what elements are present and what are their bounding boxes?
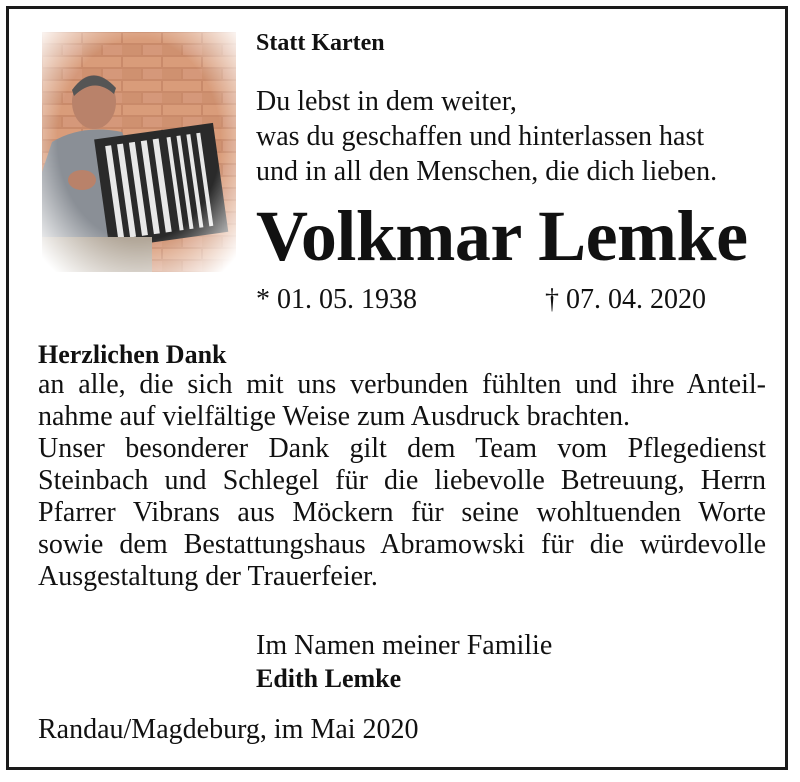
poem	[256, 84, 717, 189]
thanks-line: Pfarrer Vibrans aus Möckern für seine wohltuenden Worte	[38, 497, 766, 528]
thanks-line: an alle, die sich mit uns verbunden fühlten und ihre Anteil-	[38, 369, 766, 400]
poem-line: was du geschaffen und hinterlassen hast	[256, 121, 705, 152]
death-date: † 07. 04. 2020	[545, 284, 706, 315]
place-date: Randau/Magdeburg, im Mai 2020	[38, 714, 419, 745]
thanks-heading: Herzlichen Dank	[38, 340, 227, 369]
thanks-line: nahme auf vielfältige Weise zum Ausdruck brachten.	[38, 401, 631, 432]
thanks-line: Unser besonderer Dank gilt dem Team vom Pflegedienst	[38, 433, 766, 464]
signer-name: Edith Lemke	[256, 664, 402, 693]
portrait-photo	[42, 32, 236, 272]
birth-date: * 01. 05. 1938	[256, 284, 417, 315]
poem-line: Du lebst in dem weiter,	[256, 86, 517, 117]
thanks-line: sowie dem Bestattungshaus Abramowski für die würdevolle	[38, 529, 766, 560]
thanks-line: Steinbach und Schlegel für die liebevolle Betreuung, Herrn	[38, 465, 766, 496]
poem-line: und in all den Menschen, die dich lieben.	[256, 156, 718, 187]
thanks-line: Ausgestaltung der Trauerfeier.	[38, 561, 378, 592]
family-line: Im Namen meiner Familie	[256, 630, 553, 661]
deceased-name: Volkmar Lemke	[256, 196, 748, 276]
thanks-text	[38, 369, 766, 593]
intro-heading: Statt Karten	[256, 30, 385, 56]
